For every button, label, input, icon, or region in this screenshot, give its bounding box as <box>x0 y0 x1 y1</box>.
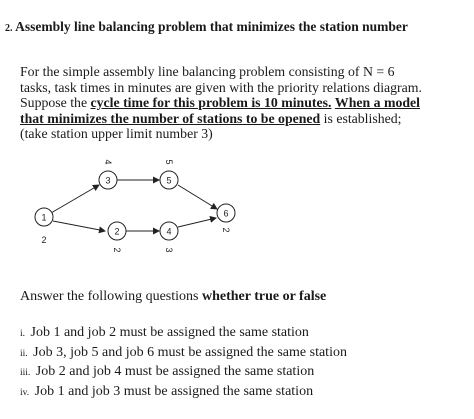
task-time-label: 2 <box>112 247 122 253</box>
problem-line-4-end: is established; <box>320 110 402 126</box>
question-prefix: Answer the following questions <box>20 289 202 304</box>
problem-line-2: tasks, task times in minutes are given with the priority relations diagram. <box>20 79 422 95</box>
precedence-edges <box>51 180 217 231</box>
question-emphasis: whether true or false <box>201 289 327 304</box>
statement-list <box>20 324 347 402</box>
problem-line-4 <box>20 111 470 127</box>
cycle-time-emphasis: cycle time for this problem is 10 minutes. <box>90 95 332 111</box>
edge-1-2 <box>53 221 105 231</box>
precedence-nodes <box>35 159 235 252</box>
task-node-5 <box>160 159 178 189</box>
task-id-label: 5 <box>166 175 172 186</box>
question-prompt <box>20 289 326 305</box>
task-time-label: 4 <box>103 159 113 165</box>
task-node-6 <box>217 204 235 233</box>
model-emphasis-start: When a model <box>334 95 420 111</box>
statement-text: Job 3, job 5 and job 6 must be assigned the same station <box>33 344 347 360</box>
task-id-label: 4 <box>166 226 172 237</box>
statement-number: ii. <box>20 348 28 359</box>
problem-line-1: For the simple assembly line balancing problem consisting of N = 6 <box>20 64 395 79</box>
statement-text: Job 2 and job 4 must be assigned the same station <box>35 364 315 379</box>
task-node-2 <box>108 222 126 253</box>
task-time-label: 3 <box>164 247 174 253</box>
problem-line-3 <box>20 95 470 111</box>
task-node-4 <box>160 222 178 253</box>
statement-item <box>20 324 347 344</box>
problem-line-5: (take station upper limit number 3) <box>20 126 213 142</box>
task-id-label: 6 <box>223 208 229 219</box>
statement-number: i. <box>20 329 26 339</box>
edge-5-6 <box>178 185 217 209</box>
problem-line-3-start: Suppose the <box>20 95 91 111</box>
statement-number: iv. <box>20 387 30 398</box>
section-title: Assembly line balancing problem that minimizes the station number <box>15 19 408 34</box>
statement-item <box>20 383 347 403</box>
edge-1-3 <box>51 185 99 213</box>
task-id-label: 2 <box>114 226 120 237</box>
task-node-3 <box>99 159 117 189</box>
task-time-label: 2 <box>41 235 47 245</box>
task-time-label: 2 <box>221 227 231 233</box>
task-id-label: 1 <box>41 212 47 223</box>
section-number: 2. <box>5 23 13 34</box>
statement-number: iii. <box>20 368 31 378</box>
model-emphasis-end: that minimizes the number of stations to be opened <box>20 110 321 126</box>
task-time-label: 5 <box>164 159 174 165</box>
edge-4-6 <box>178 218 216 227</box>
statement-item <box>20 344 347 364</box>
task-id-label: 3 <box>105 175 111 186</box>
task-node-1 <box>35 208 53 245</box>
statement-item <box>20 363 347 383</box>
precedence-diagram <box>28 157 258 267</box>
statement-text: Job 1 and job 3 must be assigned the same station <box>34 383 314 399</box>
section-heading <box>5 19 473 35</box>
statement-text: Job 1 and job 2 must be assigned the same station <box>30 325 309 340</box>
problem-statement <box>20 64 470 142</box>
